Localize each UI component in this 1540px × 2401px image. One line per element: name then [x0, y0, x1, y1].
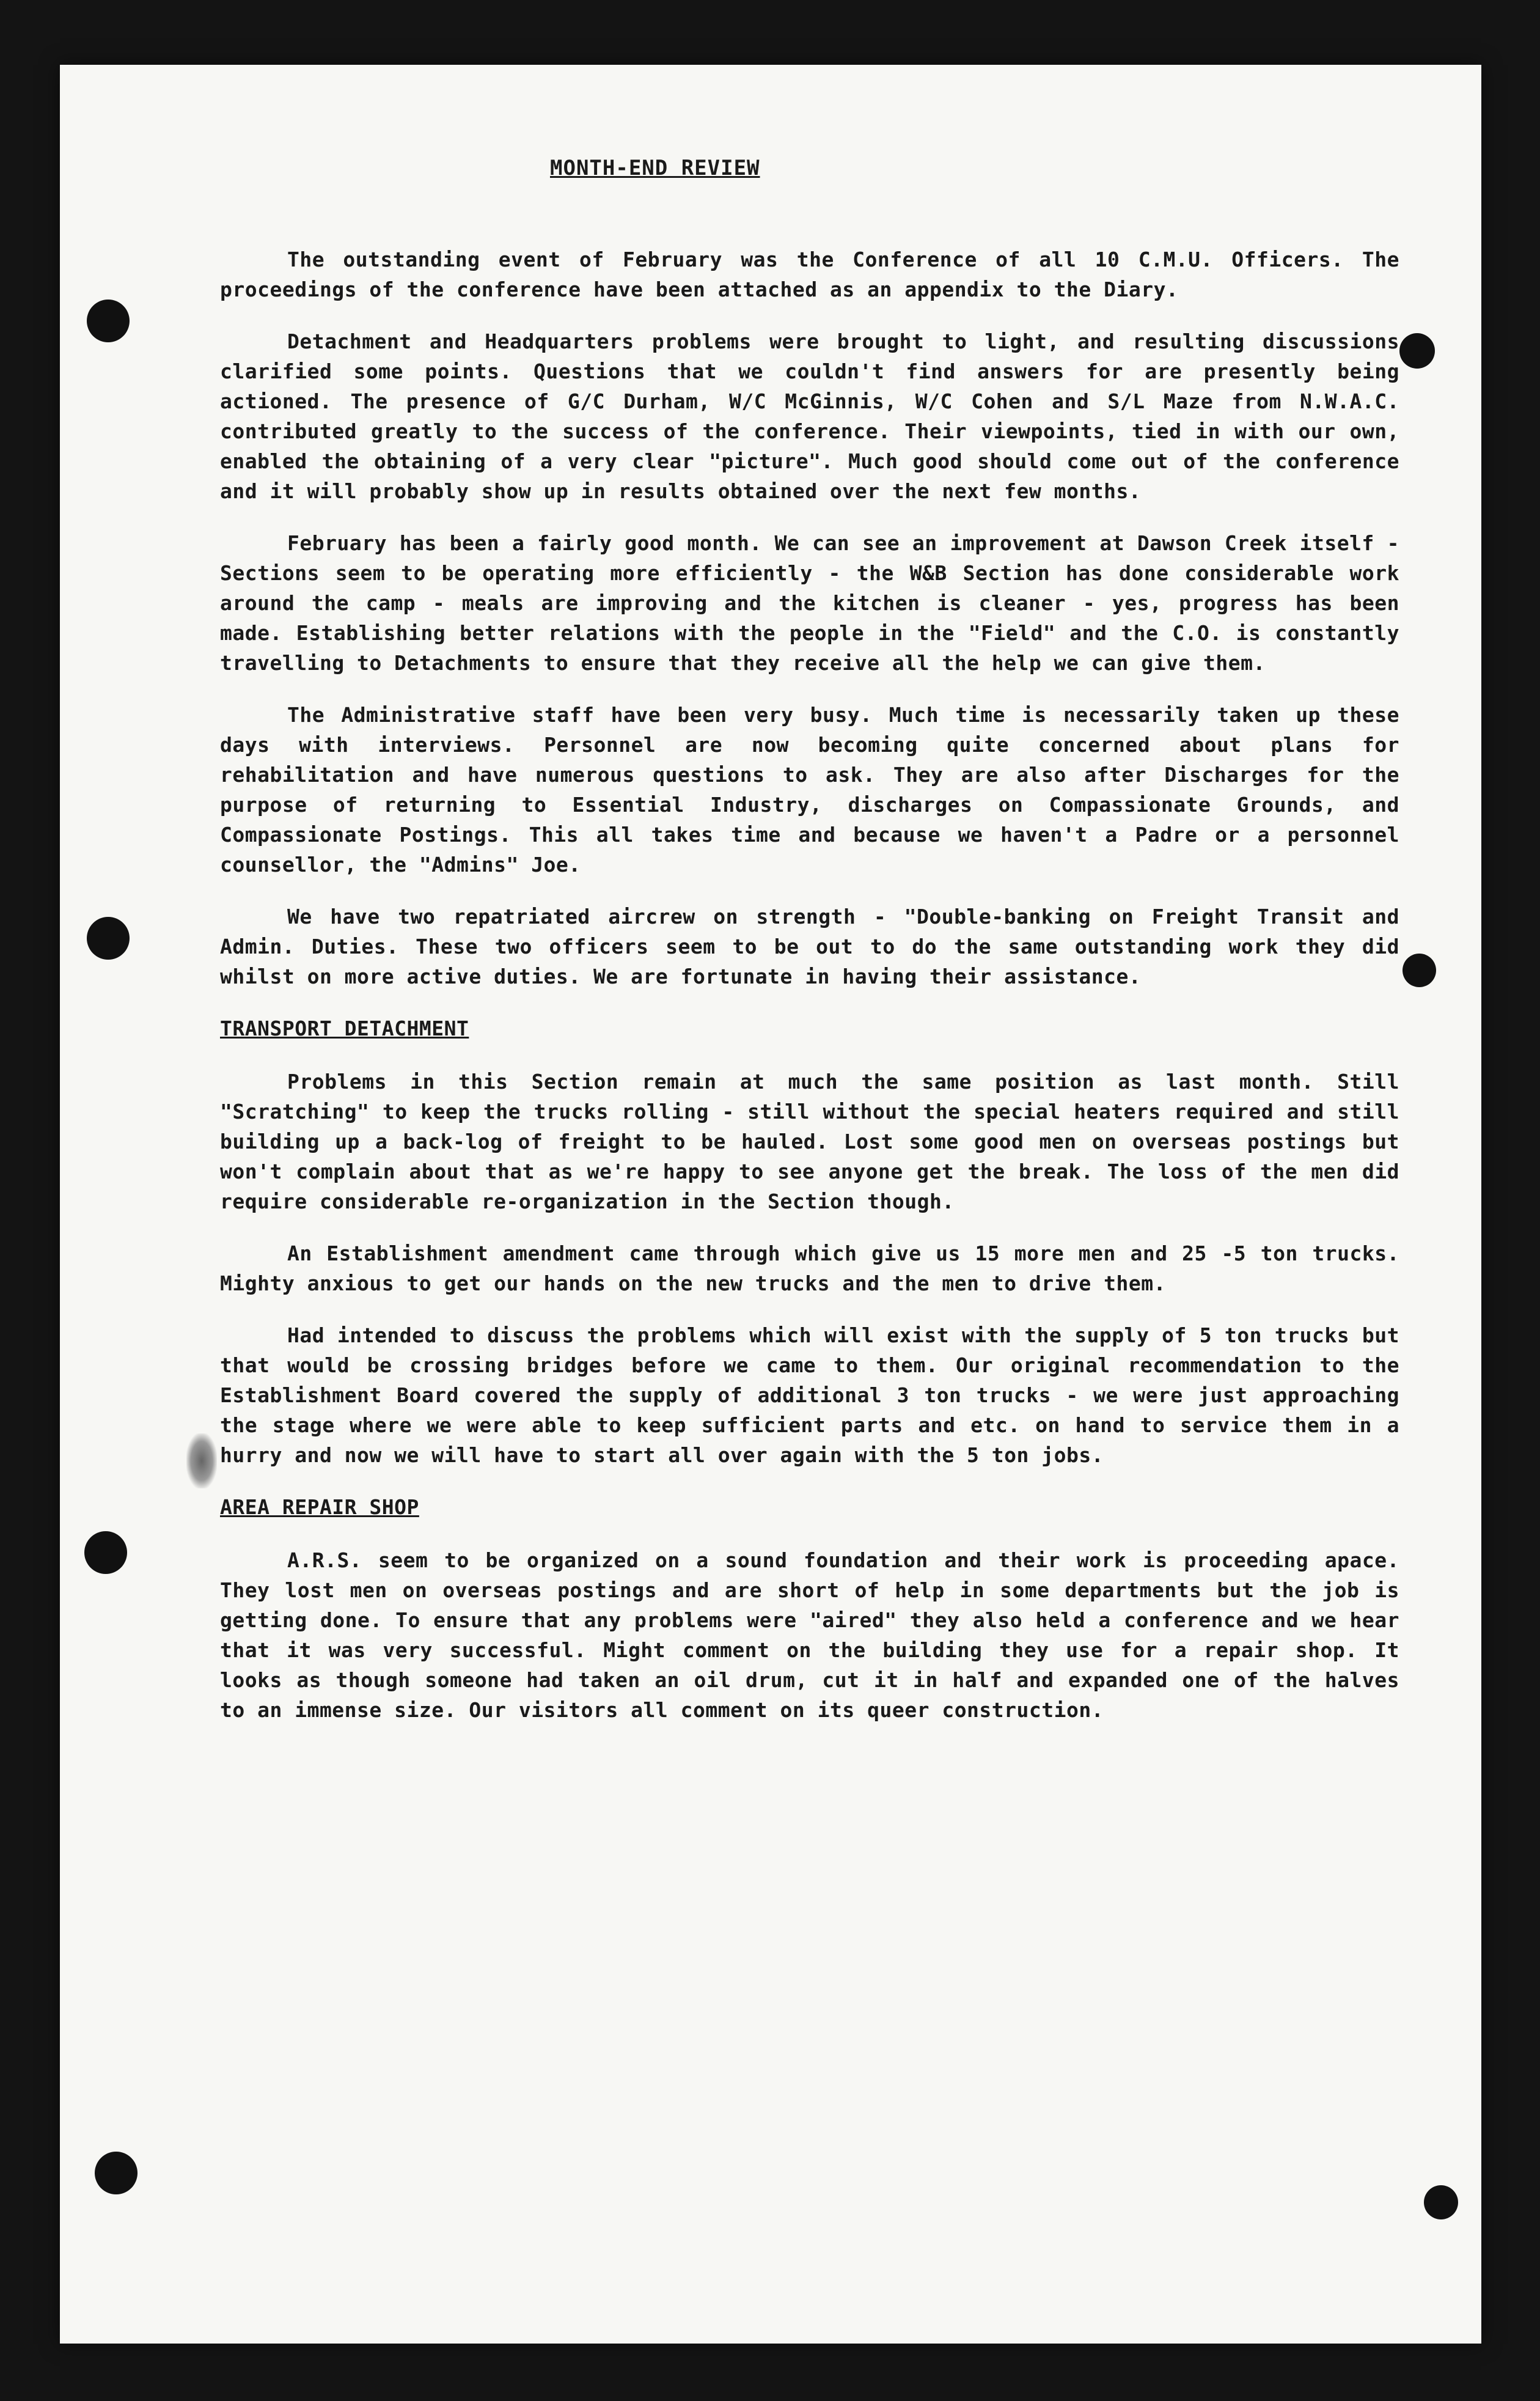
paper-stain [186, 1433, 217, 1488]
paragraph: Had intended to discuss the problems which will exist with the supply of 5 ton trucks but that would be crossing bridges before we came to them. Our original recommendation to the Establishment Board covered the supply of additional 3 ton trucks - we were just approaching the stage where we were able to keep sufficient parts and etc. on hand to service them in a hurry and now we will have to start all over again with the 5 ton jobs. [220, 1323, 1399, 1467]
punch-hole-mid-right [1402, 954, 1436, 987]
punch-hole-top-right [1399, 333, 1435, 369]
punch-hole-lower-left [84, 1531, 127, 1574]
document-body [220, 153, 1399, 1747]
punch-hole-bottom-right [1424, 2185, 1458, 2219]
paragraph: Problems in this Section remain at much the same position as last month. Still "Scratching" to keep the trucks rolling - still without the special heaters required and still building up a back-log of freight to be hauled. Lost some good men on overseas postings but won't complain about that as we're happy to see anyone get the break. The loss of the men did require considerable re-organization in the Section though. [220, 1070, 1399, 1213]
paragraph: A.R.S. seem to be organized on a sound foundation and their work is proceeding apace. They lost men on overseas postings and are short of help in some departments but the job is getting done. To ensure that any problems were "aired" they also held a conference and we hear that it was very successful. Might comment on the building they use for a repair shop. It looks as though someone had taken an oil drum, cut it in half and expanded one of the halves to an immense size. Our visitors all comment on its queer construction. [220, 1548, 1399, 1722]
section-heading-transport: TRANSPORT DETACHMENT [220, 1017, 469, 1040]
punch-hole-bottom-left [95, 2152, 138, 2194]
punch-hole-top-left [87, 300, 130, 342]
paragraph: February has been a fairly good month. We can see an improvement at Dawson Creek itself - Sections seem to be operating more efficiently - the W&B Section has done considerable work around the camp - meals are improving and the kitchen is cleaner - yes, progress has been made. Establishing better relations with the people in the "Field" and the C.O. is constantly travelling to Detachments to ensure that they receive all the help we can give them. [220, 531, 1399, 675]
punch-hole-mid-left [87, 917, 130, 960]
paragraph: We have two repatriated aircrew on strength - "Double-banking on Freight Transit and Admin. Duties. These two officers seem to be out to do the same outstanding work they did whilst on more active duties. We are fortunate in having their assistance. [220, 905, 1399, 988]
paragraph: The Administrative staff have been very busy. Much time is necessarily taken up these days with interviews. Personnel are now becoming quite concerned about plans for rehabilitation and have numerous questions to ask. They are also after Discharges for the purpose of returning to Essential Industry, discharges on Compassionate Grounds, and Compassionate Postings. This all takes time and because we haven't a Padre or a personnel counsellor, the "Admins" Joe. [220, 703, 1399, 877]
section-heading-area-repair-shop: AREA REPAIR SHOP [220, 1495, 419, 1519]
paragraph: An Establishment amendment came through which give us 15 more men and 25 -5 ton trucks. Mighty anxious to get our hands on the new trucks and the men to drive them. [220, 1241, 1399, 1295]
page-title: MONTH-END REVIEW [550, 156, 760, 180]
paragraph: Detachment and Headquarters problems were brought to light, and resulting discussions clarified some points. Questions that we couldn't find answers for are presently being actioned. The presence of G/C Durham, W/C McGinnis, W/C Cohen and S/L Maze from N.W.A.C. contributed greatly to the success of the conference. Their viewpoints, tied in with our own, enabled the obtaining of a very clear "picture". Much good should come out of the conference and it will probably show up in results obtained over the next few months. [220, 329, 1399, 503]
paragraph: The outstanding event of February was the Conference of all 10 C.M.U. Officers. The proceedings of the conference have been attached as an appendix to the Diary. [220, 248, 1399, 301]
